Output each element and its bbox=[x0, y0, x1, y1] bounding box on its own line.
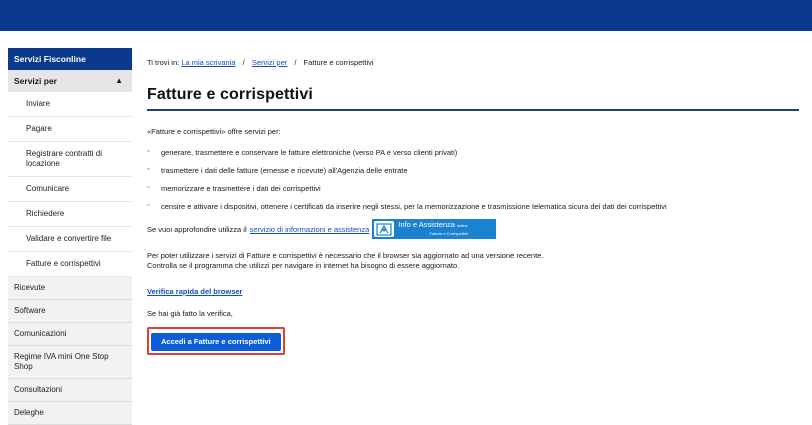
breadcrumb-separator: / bbox=[294, 58, 297, 67]
already-verified-text: Se hai già fatto la verifica, bbox=[147, 309, 233, 318]
sidebar-item-comunicare[interactable]: Comunicare bbox=[8, 177, 132, 202]
list-item: ▫ trasmettere i dati delle fatture (emesse e ricevute) all'Agenzia delle entrate bbox=[147, 166, 799, 175]
browser-requirements-line2: Controlla se il programma che utilizzi per navigare in internet ha bisogno di essere aggiornato. bbox=[147, 261, 460, 270]
sidebar bbox=[8, 48, 132, 417]
banner-title: Info e Assistenza bbox=[398, 219, 455, 229]
browser-requirements-line1: Per poter utilizzare i servizi di Fatture e corrispettivi è necessario che il browser sia aggiornato ad una versione recente. bbox=[147, 251, 544, 260]
banner-online: online bbox=[457, 222, 468, 228]
breadcrumb-prefix: Ti trovi in: bbox=[147, 58, 180, 67]
sidebar-item-software[interactable]: Software bbox=[8, 300, 132, 323]
info-row bbox=[147, 219, 799, 239]
title-divider bbox=[147, 109, 799, 111]
main-content bbox=[147, 48, 799, 355]
page-title: Fatture e corrispettivi bbox=[147, 86, 313, 103]
list-item: ▫ memorizzare e trasmettere i dati dei corrispettivi bbox=[147, 184, 799, 193]
access-fatture-button[interactable]: Accedi a Fatture e corrispettivi bbox=[151, 333, 281, 351]
sidebar-item-fatture-corrispettivi[interactable]: Fatture e corrispettivi bbox=[8, 252, 132, 277]
top-header-bar bbox=[0, 0, 812, 31]
info-assistance-banner[interactable] bbox=[372, 219, 496, 239]
breadcrumb-link-servizi[interactable]: Servizi per bbox=[251, 58, 288, 67]
sidebar-item-consultazioni[interactable]: Consultazioni bbox=[8, 379, 132, 402]
sidebar-item-comunicazioni[interactable]: Comunicazioni bbox=[8, 323, 132, 346]
breadcrumb bbox=[147, 58, 799, 70]
sidebar-section-label: Servizi per bbox=[14, 76, 57, 86]
breadcrumb-current: Fatture e corrispettivi bbox=[303, 58, 374, 67]
sidebar-item-regime-iva[interactable]: Regime IVA mini One Stop Shop bbox=[8, 346, 132, 379]
sidebar-sub-list bbox=[8, 92, 132, 277]
list-item: ▫ censire e attivare i dispositivi, ottenere i certificati da inserire negli stessi, per la memorizzazione e trasmissione telematica sicura dei dati dei corrispettivi bbox=[147, 202, 799, 211]
breadcrumb-separator: / bbox=[242, 58, 245, 67]
services-list bbox=[147, 148, 799, 211]
list-item: ▫ generare, trasmettere e conservare le fatture elettroniche (verso PA e verso clienti privati) bbox=[147, 148, 799, 157]
browser-requirements-text bbox=[147, 251, 799, 271]
info-assistance-link[interactable]: servizio di informazioni e assistenza bbox=[249, 224, 370, 234]
verify-browser-link[interactable]: Verifica rapida del browser bbox=[147, 287, 243, 296]
banner-subtitle: Fatture e Corrispettivi bbox=[429, 230, 468, 236]
info-text: Se vuoi approfondire utilizza il bbox=[147, 224, 247, 234]
sidebar-item-deleghe[interactable]: Deleghe bbox=[8, 402, 132, 425]
sidebar-item-pagare[interactable]: Pagare bbox=[8, 117, 132, 142]
assistance-logo-icon bbox=[374, 221, 394, 237]
sidebar-item-ricevute[interactable]: Ricevute bbox=[8, 277, 132, 300]
highlight-frame bbox=[147, 327, 285, 355]
sidebar-item-registrare-contratti[interactable]: Registrare contratti di locazione bbox=[8, 142, 132, 177]
chevron-up-icon[interactable]: ▲ bbox=[115, 76, 123, 85]
breadcrumb-link-scrivania[interactable]: La mia scrivania bbox=[181, 58, 236, 67]
sidebar-item-validare[interactable]: Validare e convertire file bbox=[8, 227, 132, 252]
sidebar-section-servizi-per[interactable] bbox=[8, 70, 132, 92]
sidebar-header[interactable]: Servizi Fisconline bbox=[8, 48, 132, 70]
sidebar-item-richiedere[interactable]: Richiedere bbox=[8, 202, 132, 227]
sidebar-item-inviare[interactable]: Inviare bbox=[8, 92, 132, 117]
intro-text: «Fatture e corrispettivi» offre servizi per: bbox=[147, 127, 281, 136]
